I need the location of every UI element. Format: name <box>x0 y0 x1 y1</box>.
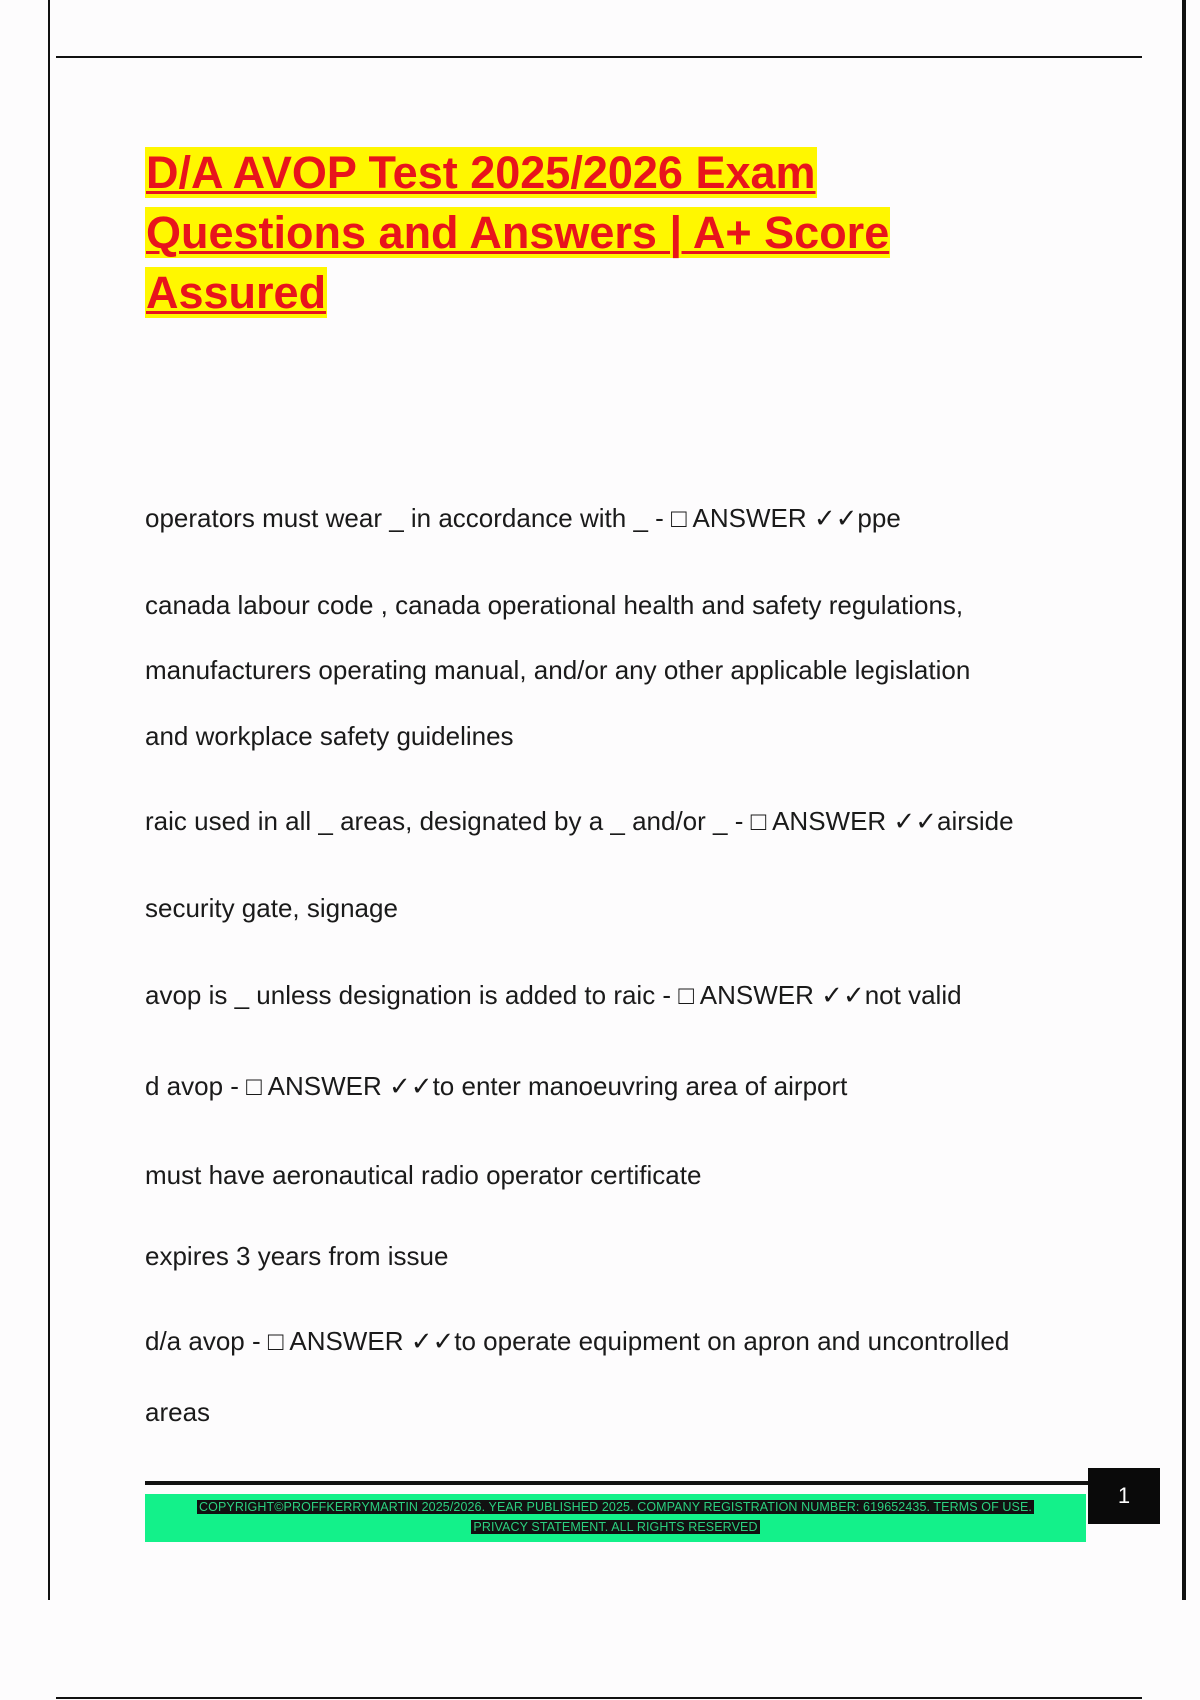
paragraph-2: canada labour code , canada operational health and safety regulations, <box>145 590 964 620</box>
bottom-rule <box>56 1697 1142 1699</box>
page-border-right <box>1182 0 1186 1600</box>
title-line-3: Assured <box>146 267 327 318</box>
paragraph-7: avop is _ unless designation is added to raic - □ ANSWER ✓✓not valid <box>145 980 962 1010</box>
paragraph-3: manufacturers operating manual, and/or any other applicable legislation <box>145 655 971 685</box>
page-border-left <box>48 0 50 1600</box>
copyright-line-2: PRIVACY STATEMENT. ALL RIGHTS RESERVED <box>473 1520 758 1534</box>
paragraph-9: must have aeronautical radio operator certificate <box>145 1160 702 1190</box>
title-line-1: D/A AVOP Test 2025/2026 Exam <box>146 147 816 198</box>
copyright-line-1: COPYRIGHT©PROFFKERRYMARTIN 2025/2026. YEAR PUBLISHED 2025. COMPANY REGISTRATION NUMBER: 619652435. TERMS OF USE. <box>199 1500 1032 1514</box>
paragraph-10: expires 3 years from issue <box>145 1241 449 1271</box>
paragraph-4: and workplace safety guidelines <box>145 721 514 751</box>
copyright-footer <box>145 1494 1086 1542</box>
page-number: 1 <box>1088 1468 1160 1524</box>
paragraph-1: operators must wear _ in accordance with _ - □ ANSWER ✓✓ppe <box>145 503 901 533</box>
paragraph-6: security gate, signage <box>145 893 398 923</box>
title-line-2: Questions and Answers | A+ Score <box>146 207 890 258</box>
header-rule <box>56 56 1142 58</box>
paragraph-5: raic used in all _ areas, designated by a _ and/or _ - □ ANSWER ✓✓airside <box>145 806 1014 836</box>
paragraph-8: d avop - □ ANSWER ✓✓to enter manoeuvring area of airport <box>145 1071 848 1101</box>
paragraph-11: d/a avop - □ ANSWER ✓✓to operate equipment on apron and uncontrolled <box>145 1326 1010 1356</box>
footer-rule <box>145 1481 1088 1485</box>
document-title <box>145 143 1125 323</box>
paragraph-12: areas <box>145 1397 211 1427</box>
